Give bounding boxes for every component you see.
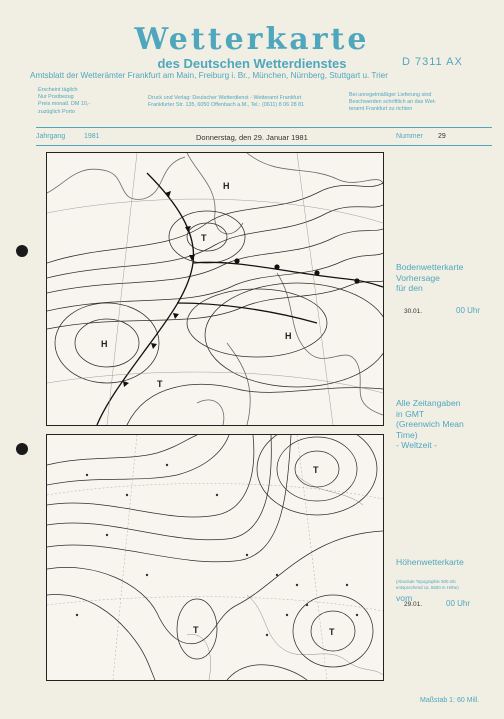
newspaper-subtitle: des Deutschen Wetterdienstes: [157, 56, 347, 71]
upper-low-center-east: T: [329, 627, 335, 637]
height-contours: [47, 435, 383, 680]
upper-map-date: 29.01.: [404, 601, 423, 608]
low-center-south: T: [157, 379, 163, 389]
graticule: [47, 153, 383, 425]
printer-note: Druck und Verlag: Deutscher Wetterdienst - Wetteramt Frankfurt Frankfurter Str. 135, 6050 Offenbach a.M., Tel.: (0611) 8 06 28 81: [148, 95, 305, 109]
header-rule-bottom: [36, 145, 492, 146]
surface-weather-map: [46, 152, 384, 426]
map-scale: Maßstab 1: 60 Mill.: [420, 697, 480, 704]
surface-map-date: 30.01.: [404, 308, 423, 315]
upper-air-map: [46, 434, 384, 681]
irregular-delivery-note: Bei unregelmäßiger Lieferung sind Beschwerden schriftlich an das Wet- teramt Frankfurt zu richten: [349, 92, 437, 113]
year-label: Jahrgang: [36, 133, 66, 140]
coastlines: [47, 153, 383, 425]
issue-date: Donnerstag, den 29. Januar 1981: [196, 133, 308, 142]
upper-low-center-west: T: [193, 625, 199, 635]
number-label: Nummer: [396, 133, 423, 140]
high-center-arctic: H: [223, 181, 230, 191]
high-center-atlantic: H: [101, 339, 108, 349]
punch-hole-top: [16, 245, 28, 257]
upper-map-subtitle: (Absolute Topographie 500 mb entsprechend ca. 5500 m Höhe): [396, 579, 459, 590]
number-value: 29: [438, 133, 446, 140]
high-center-europe: H: [285, 331, 292, 341]
publication-code: D 7311 AX: [402, 56, 463, 68]
surface-map-title: Bodenwetterkarte Vorhersage für den: [396, 262, 464, 293]
punch-hole-bottom: [16, 443, 28, 455]
frequency-note: Erscheint täglich Nur Postbezug Preis monatl. DM 10,- zuzüglich Porto: [38, 87, 91, 115]
official-gazette-line: Amtsblatt der Wetterämter Frankfurt am Main, Freiburg i. Br., München, Nürnberg, Stuttgart u. Trier: [30, 71, 388, 80]
newspaper-title: Wetterkarte: [134, 22, 370, 57]
upper-map-title: Höhenwetterkarte: [396, 557, 464, 567]
year-value: 1981: [84, 133, 100, 140]
surface-map-time: 00 Uhr: [456, 306, 481, 315]
upper-low-center-north: T: [313, 465, 319, 475]
header-rule-top: [36, 127, 492, 128]
surface-map-drawing: [47, 153, 383, 425]
timezone-note: Alle Zeitangaben in GMT (Greenwich Mean Time) - Weltzeit -: [396, 398, 464, 450]
upper-map-time: 00 Uhr: [446, 599, 471, 608]
upper-map-vom: vom: [396, 593, 413, 603]
low-center-north: T: [201, 233, 207, 243]
issue-row: [36, 133, 492, 143]
upper-map-drawing: [47, 435, 383, 680]
